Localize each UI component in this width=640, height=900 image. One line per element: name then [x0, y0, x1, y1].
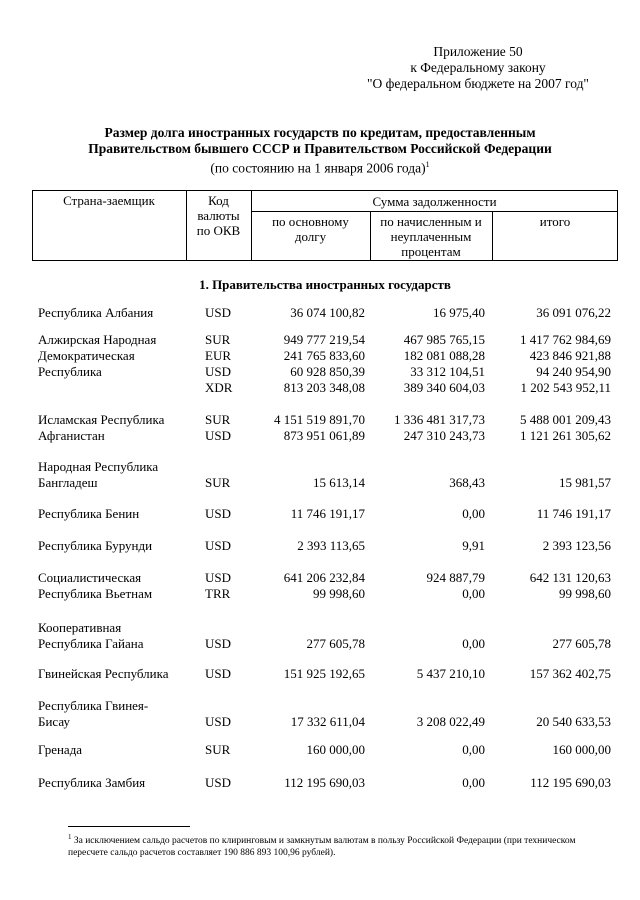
currency-code: USD: [205, 364, 232, 379]
header-principal-l1: по основному: [272, 214, 349, 229]
total-debt: 1 202 543 952,11: [520, 380, 611, 395]
country-name: Бангладеш: [38, 475, 98, 490]
principal-debt: 60 928 850,39: [290, 364, 365, 379]
accrued-interest: 5 437 210,10: [416, 666, 485, 681]
principal-debt: 11 746 191,17: [290, 506, 365, 521]
principal-debt: 813 203 348,08: [283, 380, 365, 395]
total-debt: 112 195 690,03: [530, 775, 611, 790]
currency-code: SUR: [205, 412, 231, 427]
country-name: Бисау: [38, 714, 70, 729]
accrued-interest: 0,00: [462, 775, 485, 790]
principal-debt: 2 393 113,65: [297, 538, 365, 553]
currency-code: USD: [205, 428, 232, 443]
accrued-interest: 9,91: [462, 538, 485, 553]
total-debt: 11 746 191,17: [536, 506, 611, 521]
total-debt: 160 000,00: [552, 742, 611, 757]
footnote-text: За исключением сальдо расчетов по клиринговым и замкнутым валютам в пользу Российской Федерации (при техническом пересчете сальдо расчетов составляет 190 886 893 100,96 рублей).: [68, 836, 576, 859]
header-total: итого: [539, 214, 571, 229]
country-name: Исламская Республика: [38, 412, 165, 427]
total-debt: 15 981,57: [559, 475, 611, 490]
total-debt: 1 417 762 984,69: [520, 332, 611, 347]
principal-debt: 160 000,00: [306, 742, 365, 757]
section-title: 1. Правительства иностранных государств: [199, 277, 451, 292]
appendix-law: к Федеральному закону: [410, 60, 546, 75]
principal-debt: 112 195 690,03: [284, 775, 365, 790]
country-name: Республика Гвинея-: [38, 698, 149, 713]
country-name: Народная Республика: [38, 459, 159, 474]
accrued-interest: 182 081 088,28: [403, 348, 485, 363]
header-debt-sum: Сумма задолженности: [372, 194, 497, 209]
currency-code: USD: [205, 506, 232, 521]
header-principal-l2: долгу: [294, 229, 327, 244]
header-interest-l2: неуплаченным: [390, 229, 472, 244]
accrued-interest: 0,00: [462, 586, 485, 601]
country-name: Демократическая: [38, 348, 135, 363]
country-name: Республика Гайана: [38, 636, 144, 651]
total-debt: 99 998,60: [559, 586, 611, 601]
currency-code: SUR: [205, 742, 231, 757]
principal-debt: 36 074 100,82: [290, 305, 365, 320]
accrued-interest: 33 312 104,51: [410, 364, 485, 379]
total-debt: 642 131 120,63: [529, 570, 611, 585]
country-name: Гвинейская Республика: [38, 666, 169, 681]
principal-debt: 949 777 219,54: [283, 332, 365, 347]
country-name: Республика Бенин: [38, 506, 140, 521]
currency-code: SUR: [205, 332, 231, 347]
principal-debt: 151 925 192,65: [283, 666, 365, 681]
footnote-separator: [68, 826, 190, 827]
title-line-1: Размер долга иностранных государств по кредитам, предоставленным: [104, 125, 536, 140]
total-debt: 94 240 954,90: [536, 364, 611, 379]
accrued-interest: 247 310 243,73: [403, 428, 485, 443]
header-currency-code-l1: Код: [208, 193, 229, 208]
title-footnote-mark: 1: [425, 160, 430, 169]
title-line-2: Правительством бывшего СССР и Правительством Российской Федерации: [88, 141, 552, 156]
footnote-mark: 1: [68, 833, 72, 841]
total-debt: 157 362 402,75: [529, 666, 611, 681]
principal-debt: 4 151 519 891,70: [274, 412, 365, 427]
country-name: Республика: [38, 364, 102, 379]
accrued-interest: 0,00: [462, 742, 485, 757]
header-interest-l3: процентам: [401, 244, 461, 259]
accrued-interest: 924 887,79: [426, 570, 485, 585]
currency-code: USD: [205, 714, 232, 729]
accrued-interest: 1 336 481 317,73: [394, 412, 485, 427]
header-interest-l1: по начисленным и: [380, 214, 482, 229]
currency-code: XDR: [205, 380, 233, 395]
currency-code: USD: [205, 636, 232, 651]
accrued-interest: 0,00: [462, 506, 485, 521]
total-debt: 423 846 921,88: [529, 348, 611, 363]
currency-code: EUR: [205, 348, 231, 363]
country-name: Гренада: [38, 742, 83, 757]
total-debt: 2 393 123,56: [542, 538, 611, 553]
currency-code: USD: [205, 570, 232, 585]
total-debt: 20 540 633,53: [536, 714, 611, 729]
appendix-number: Приложение 50: [433, 44, 523, 59]
accrued-interest: 0,00: [462, 636, 485, 651]
appendix-law-title: "О федеральном бюджете на 2007 год": [367, 76, 589, 91]
principal-debt: 641 206 232,84: [283, 570, 365, 585]
total-debt: 277 605,78: [552, 636, 611, 651]
principal-debt: 241 765 833,60: [283, 348, 365, 363]
country-name: Республика Албания: [38, 305, 154, 320]
currency-code: USD: [205, 305, 232, 320]
currency-code: USD: [205, 775, 232, 790]
currency-code: USD: [205, 538, 232, 553]
country-name: Социалистическая: [38, 570, 142, 585]
country-name: Республика Замбия: [38, 775, 146, 790]
country-name: Кооперативная: [38, 620, 122, 635]
accrued-interest: 3 208 022,49: [416, 714, 485, 729]
country-name: Республика Бурунди: [38, 538, 153, 553]
header-currency-code-l2: валюты: [197, 208, 240, 223]
accrued-interest: 16 975,40: [433, 305, 485, 320]
total-debt: 1 121 261 305,62: [520, 428, 611, 443]
principal-debt: 17 332 611,04: [290, 714, 365, 729]
principal-debt: 873 951 061,89: [283, 428, 365, 443]
footnote: [68, 831, 608, 859]
accrued-interest: 467 985 765,15: [403, 332, 485, 347]
currency-code: TRR: [205, 586, 231, 601]
principal-debt: 15 613,14: [313, 475, 365, 490]
country-name: Алжирская Народная: [38, 332, 157, 347]
accrued-interest: 368,43: [449, 475, 485, 490]
accrued-interest: 389 340 604,03: [403, 380, 485, 395]
principal-debt: 277 605,78: [306, 636, 365, 651]
country-name: Республика Вьетнам: [38, 586, 153, 601]
total-debt: 36 091 076,22: [536, 305, 611, 320]
header-currency-code-l3: по ОКВ: [196, 223, 241, 238]
total-debt: 5 488 001 209,43: [520, 412, 611, 427]
principal-debt: 99 998,60: [313, 586, 365, 601]
currency-code: USD: [205, 666, 232, 681]
title-date: (по состоянию на 1 января 2006 года): [210, 160, 426, 176]
currency-code: SUR: [205, 475, 231, 490]
country-name: Афганистан: [38, 428, 105, 443]
header-country: Страна-заемщик: [63, 193, 155, 208]
